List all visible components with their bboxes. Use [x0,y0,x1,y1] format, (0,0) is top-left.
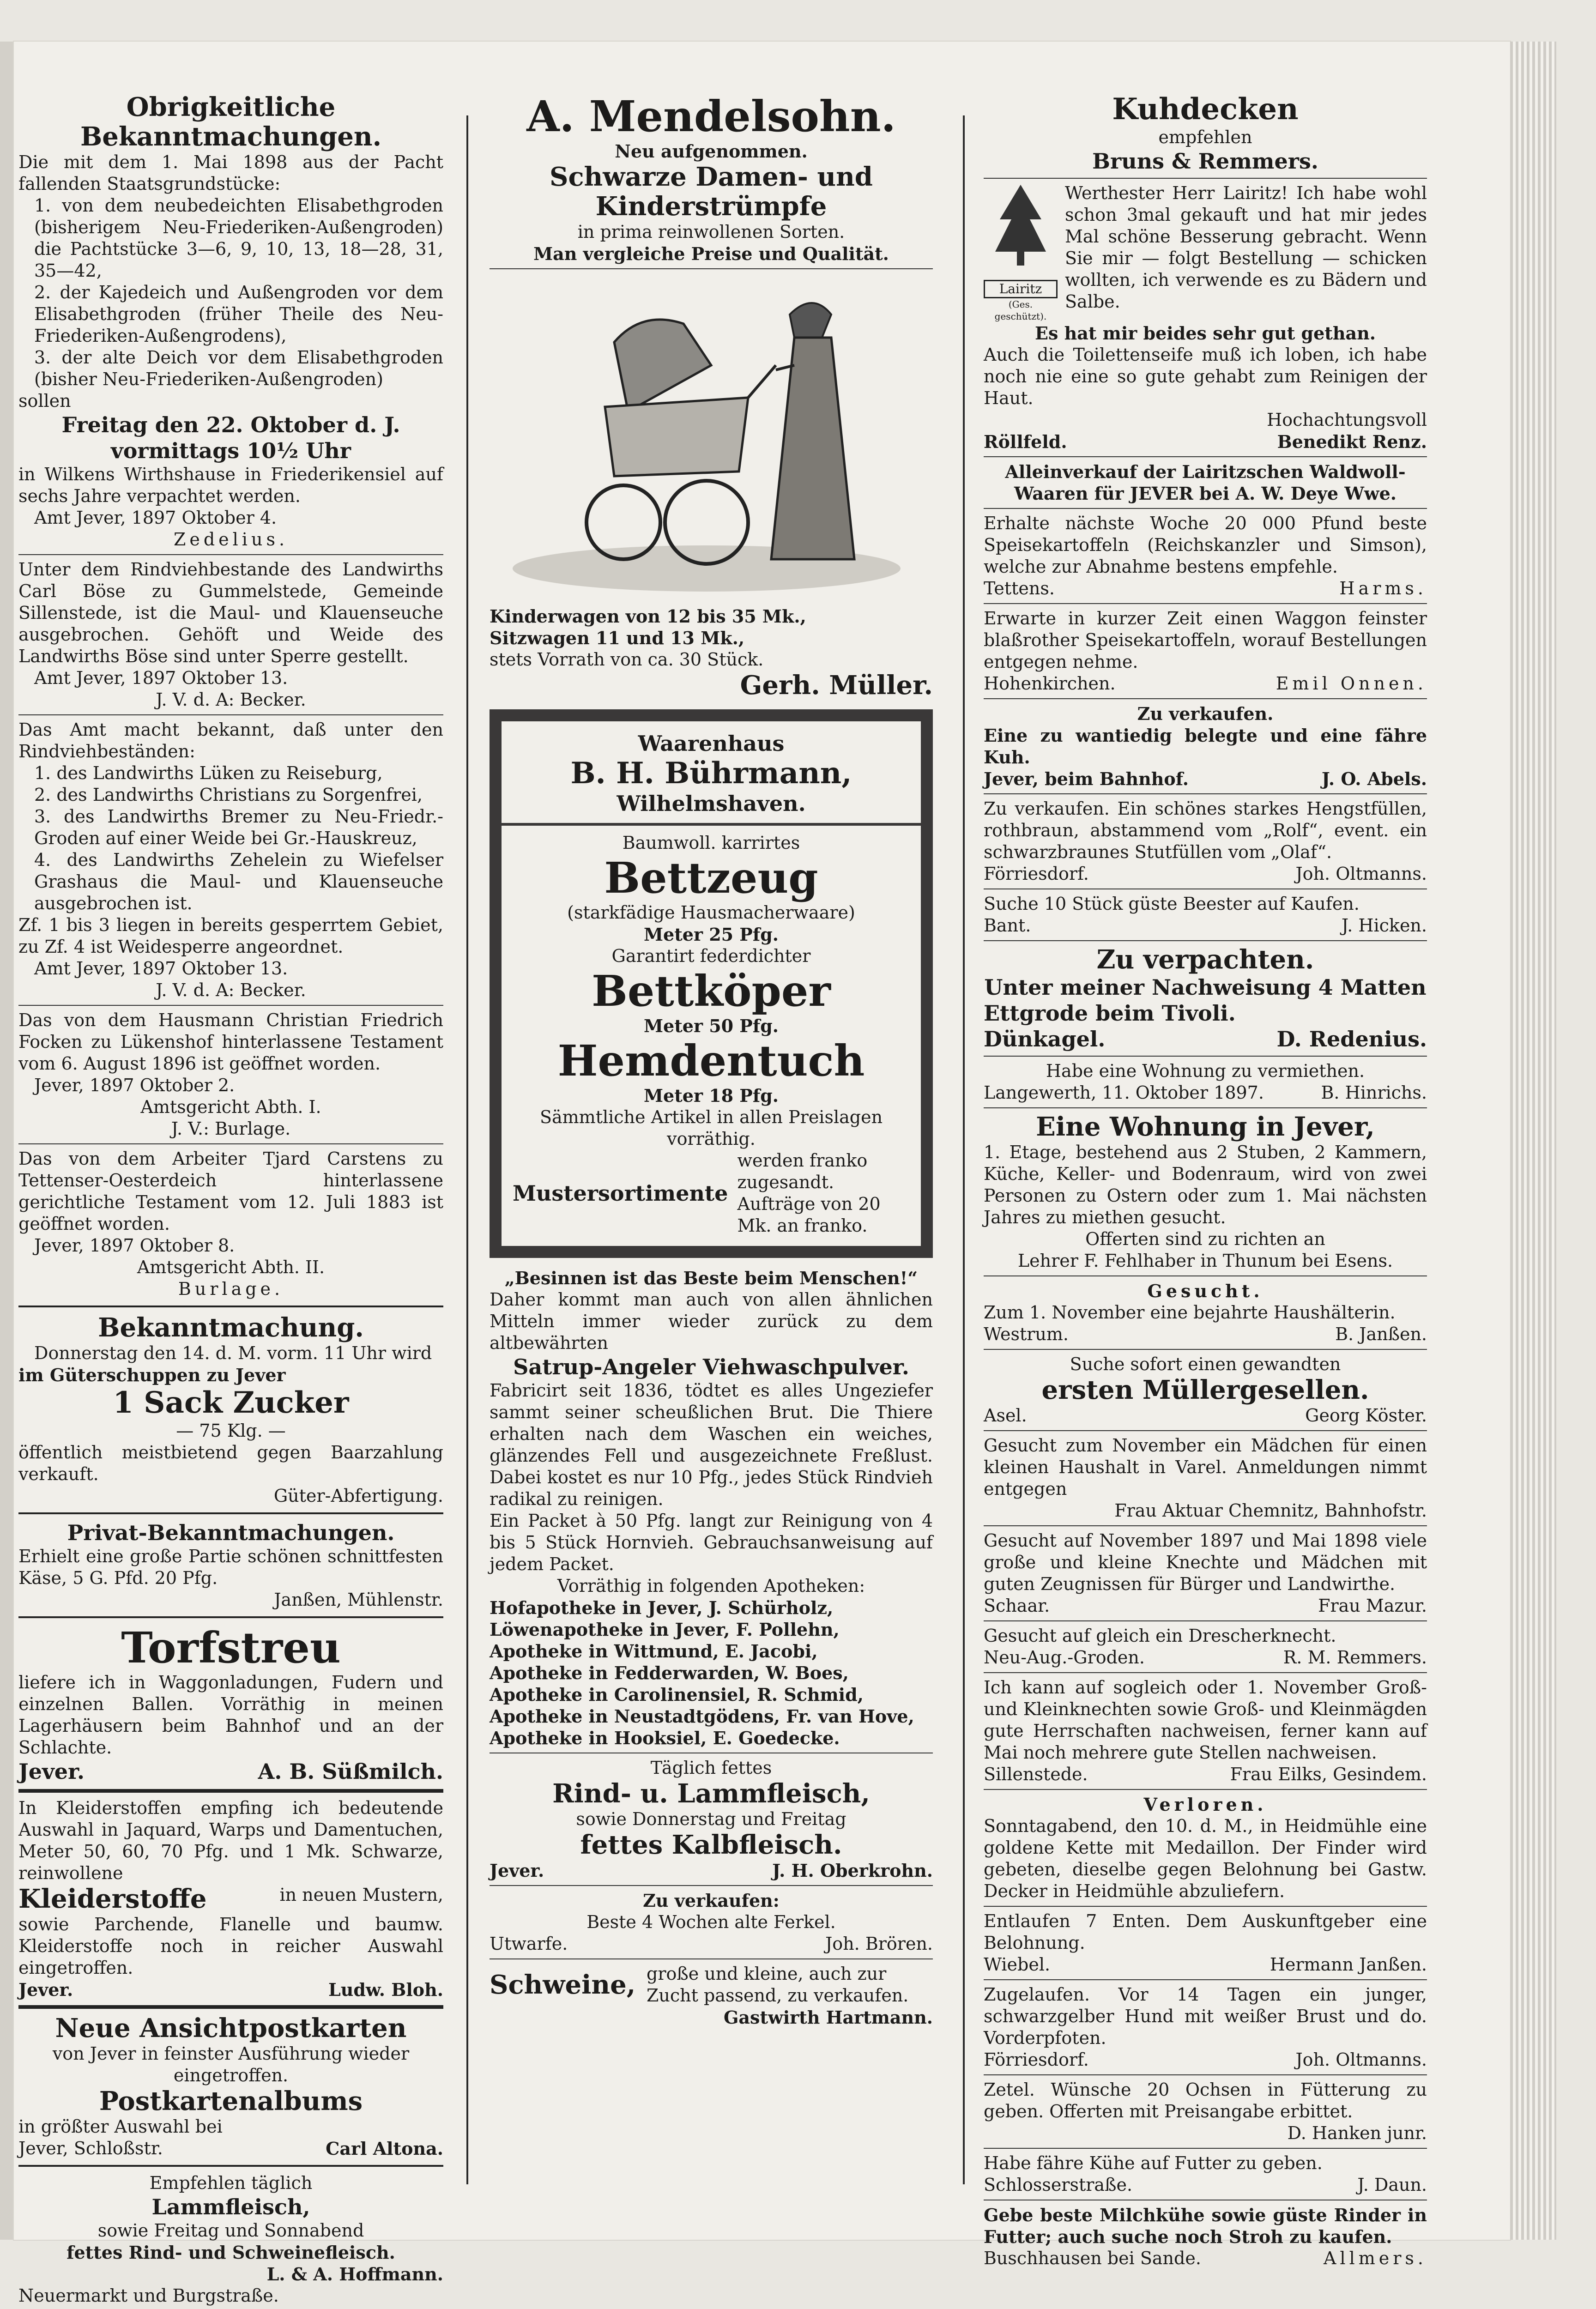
divider [984,508,1427,509]
divider [984,1525,1427,1526]
divider [984,940,1427,941]
satrup-text: Fabricirt seit 1836, tödtet es alles Ungeziefer sammt seiner scheußlichen Brut. Die Thiere erhalten nach dem Waschen ein weiches, glänzendes Fell und ausgezeichnete Freßlust. Dabei kostet es nur 10 Pfg., jedes Stück Rindvieh radikal zu reinigen. [490,1380,933,1509]
lairitz-sign-row [984,431,1427,453]
disease-signature: J. V. d. A: Becker. [156,689,306,710]
piglet-sign-row [490,1933,933,1955]
pharmacy: Apotheke in Neustadtgödens, Fr. van Hove, [490,1706,914,1727]
thresh-text: Gesucht auf gleich ein Drescherknecht. [984,1626,1336,1646]
divider [490,268,933,269]
torf-heading: Torfstreu [121,1623,341,1673]
lease-item: 1. von dem neubedeichten Elisabethgroden (bisherigem Neu-Friederiken-Außengroden) die Pachtstücke 3—6, 9, 10, 13, 18—28, 31, 35—42, [34,195,443,281]
servants-text: Ich kann auf sogleich oder 1. November Groß- und Kleinknechten sowie Groß- und Kleinmägden gute Herrschaften nachweisen, ferner kann auf Mai noch mehrere gute Stellen nachweisen. [984,1677,1427,1763]
album-signature: Carl Altona. [326,2138,443,2159]
butcher-days: sowie Donnerstag und Freitag [576,1809,846,1829]
flat2-signature: Lehrer F. Fehlhaber in Thunum bei Esens. [1017,1251,1393,1271]
private-heading: Privat-Bekanntmachungen. [67,1520,395,1545]
lease-line1: Unter meiner Nachweisung 4 Matten [984,975,1427,1000]
lease-place: Dünkagel. [984,1027,1106,1052]
divider [18,554,443,555]
sheep-text: Suche 10 Stück güste Beester auf Kaufen. [984,894,1360,914]
pram-line1: Kinderwagen von 12 bis 35 Mk., [490,606,806,627]
wh-item1-pre: Baumwoll. karrirtes [622,833,800,853]
meat-signature: L. & A. Hoffmann. [266,2264,443,2285]
thresh-sign-row [984,1647,1427,1668]
amt-item: 1. des Landwirths Lüken zu Reiseburg, [34,763,383,783]
divider [490,1885,933,1886]
divider [18,1616,443,1618]
kleid-rest: sowie Parchende, Flanelle und baumw. Kleiderstoffe noch in reicher Auswahl eingetroffen. [18,1914,443,1978]
gesucht-place: Westrum. [984,1324,1069,1344]
postcard-heading: Neue Ansichtpostkarten [55,2013,407,2043]
lairitz-soap: Auch die Toilettenseife muß ich loben, ich habe noch nie eine so gute gehabt zum Reinigen der Haut. [984,345,1427,408]
column-rule-2 [963,115,965,2184]
will1-text: Das von dem Hausmann Christian Friedrich Focken zu Lükenshof hinterlassene Testament vom 6. August 1896 ist geöffnet worden. [18,1010,443,1074]
kleid-sign-row [18,1979,443,2001]
gesucht-signature: B. Janßen. [1335,1324,1427,1344]
butcher-heading: Rind- u. Lammfleisch, [552,1778,870,1809]
divider [984,1107,1427,1108]
maid-text: Gesucht zum November ein Mädchen für einen kleinen Haushalt in Varel. Anmeldungen nimmt entgegen [984,1435,1427,1499]
cow-head: Zu verkaufen. [1137,703,1274,724]
butcher-intro: Täglich fettes [650,1758,772,1778]
fir-tree-icon [993,182,1048,275]
miller-intro: Suche sofort einen gewandten [1070,1354,1341,1374]
duck-place: Wiebel. [984,1954,1051,1975]
servants-signature: Frau Eilks, Gesindem. [1230,1764,1427,1784]
feed-sign-row [984,2174,1427,2196]
lease-intro: Die mit dem 1. Mai 1898 aus der Pacht fallenden Staatsgrundstücke: [18,152,443,194]
sheep-signature: J. Hicken. [1341,915,1427,936]
potato-sign-row [984,578,1427,599]
wh-item1-desc: (starkfädige Hausmacherwaare) [567,902,855,923]
divider [984,1056,1427,1057]
farm-place: Schaar. [984,1596,1050,1616]
lairitz-alone: Alleinverkauf der Lairitzschen Waldwoll-Waaren für JEVER bei A. W. Deye Wwe. [1005,461,1406,504]
potato-signature: Harms. [1339,578,1427,598]
mendelsohn-sub: Neu aufgenommen. [615,141,808,162]
lease-time: vormittags 10½ Uhr [111,438,351,463]
pig-row [490,1963,933,2007]
wh-name: B. H. Bührmann, [570,756,852,791]
feed-place: Schlosserstraße. [984,2175,1133,2195]
mendelsohn-compare: Man vergleiche Preise und Qualität. [533,243,889,264]
divider [984,1789,1427,1790]
kleid-heading-row [18,1884,443,1914]
amt-intro: Das Amt macht bekannt, daß unter den Rindviehbeständen: [18,719,443,762]
butcher-place: Jever. [490,1860,544,1881]
wh-muster-text: werden franko zugesandt. Aufträge von 20 Mk. an franko. [737,1150,881,1236]
flat2-heading: Eine Wohnung in Jever, [1036,1112,1375,1142]
gesucht-head: Gesucht. [1147,1281,1264,1301]
lairitz-label: Lairitz [984,280,1058,298]
farm-signature: Frau Mazur. [1318,1596,1427,1616]
wh-all: Sämmtliche Artikel in allen Preislagen vorräthig. [539,1107,883,1149]
butcher-signature: J. H. Oberkrohn. [772,1860,933,1881]
divider [984,456,1427,457]
kleid-signature: Ludw. Bloh. [328,1979,443,2000]
amt-date: Amt Jever, 1897 Oktober 13. [34,958,288,979]
kleid-intro: In Kleiderstoffen empfing ich bedeutende Auswahl in Jaquard, Warps und Damentuchen, Meter 50, 60, 70 Pfg. und 1 Mk. Schwarze, reinwollene [18,1798,443,1883]
butcher-calf: fettes Kalbfleisch. [580,1830,842,1860]
meat-fat: fettes Rind- und Schweinefleisch. [66,2242,395,2263]
dog-sign-row [984,2049,1427,2071]
wh-muster-row [513,1150,910,1237]
column-1 [18,92,443,2309]
miller-heading: ersten Müllergesellen. [1041,1375,1369,1405]
will2-date: Jever, 1897 Oktober 8. [34,1235,235,1256]
pig-signature: Gastwirth Hartmann. [723,2007,933,2028]
divider [502,823,921,826]
divider [18,2165,443,2167]
wh-city: Wilhelmshaven. [617,791,806,816]
lairitz-greet: Hochachtungsvoll [1267,410,1427,430]
woman-with-pram-image [490,273,933,605]
meat-days: sowie Freitag und Sonnabend [97,2220,364,2241]
dog-place: Förriesdorf. [984,2049,1089,2070]
will2-text: Das von dem Arbeiter Tjard Carstens zu Tettenser-Oesterdeich hinterlassene gerichtliche Testament vom 12. Juli 1883 ist geöffnet worden. [18,1148,443,1234]
milk-signature: Allmers. [1323,2248,1427,2268]
mendelsohn-item: Schwarze Damen- und Kinderstrümpfe [550,162,873,222]
sheep-place: Bant. [984,915,1031,936]
pig-heading: Schweine, [490,1970,636,2000]
page-stack-edge [1510,42,1556,2240]
amt-item: 4. des Landwirths Zehelein zu Wiefelser Grashaus die Maul- und Klauenseuche ausgebrochen ist. [34,850,443,913]
cheese-text: Erhielt eine große Partie schönen schnittfesten Käse, 5 G. Pfd. 20 Pfg. [18,1546,443,1588]
cheese-signature: Janßen, Mühlenstr. [274,1590,443,1610]
lease-line2: Ettgrode beim Tivoli. [984,1001,1236,1026]
album-sign-row [18,2138,443,2159]
divider [984,1979,1427,1980]
pharmacy: Apotheke in Carolinensiel, R. Schmid, [490,1684,864,1705]
waarenhaus-ad [490,709,933,1258]
milk-sign-row [984,2248,1427,2269]
satrup-quote: „Besinnen ist das Beste beim Menschen!“ [504,1268,918,1288]
lairitz-small: (Ges. geschützt). [994,299,1047,322]
bekanntmachung-heading: Bekanntmachung. [98,1312,364,1343]
miller-signature: Georg Köster. [1305,1405,1427,1426]
kuh-sub: empfehlen [1158,127,1252,147]
lease-heading: Zu verpachten. [1096,944,1314,975]
will2-signature: Burlage. [178,1279,284,1299]
divider [984,2148,1427,2149]
pram-line3: stets Vorrath von ca. 30 Stück. [490,649,764,670]
amt-item: 2. des Landwirths Christians zu Sorgenfrei, [34,785,423,805]
amt-item: 3. des Landwirths Bremer zu Neu-Friedr.-Groden auf einer Weide bei Gr.-Hauskreuz, [34,806,443,848]
album-place: Jever, Schloßstr. [18,2138,163,2158]
torf-signature: A. B. Süßmilch. [258,1759,443,1784]
milk-text: Gebe beste Milchkühe sowie güste Rinder in Futter; auch suche noch Stroh zu kaufen. [984,2205,1427,2247]
pram-signature: Gerh. Müller. [740,670,933,701]
lease-place: in Wilkens Wirthshause in Friederikensiel auf sechs Jahre verpachtet werden. [18,464,443,506]
thresh-place: Neu-Aug.-Groden. [984,1647,1145,1668]
wh-item3-price: Meter 18 Pfg. [643,1085,779,1106]
pram-illustration [490,273,933,605]
farm-sign-row [984,1595,1427,1617]
divider [984,1275,1427,1276]
disease-text: Unter dem Rindviehbestande des Landwirths Carl Böse zu Gummelstede, Gemeinde Sillenstede, ist die Maul- und Klauenseuche ausgebrochen. Gehöft und Weide des Landwirths Böse sind unter Sperre gestellt. [18,559,443,666]
farm-text: Gesucht auf November 1897 und Mai 1898 viele große und kleine Knechte und Mädchen mit guten Zeugnissen für Bürger und Landwirthe. [984,1530,1427,1594]
lease-date: Freitag den 22. Oktober d. J. [61,412,400,437]
kleid-heading: Kleiderstoffe [18,1884,207,1914]
lease-item: 2. der Kajedeich und Außengroden vor dem Elisabethgroden (früher Theile des Neu-Friederiken-Außengrodens), [34,282,443,346]
divider [18,1143,443,1144]
flat1-text: Habe eine Wohnung zu vermiethen. [1046,1061,1365,1081]
lease-sollen: sollen [18,391,71,411]
duck-sign-row [984,1954,1427,1976]
oxen-text: Zetel. Wünsche 20 Ochsen in Fütterung zu geben. Offerten mit Preisangabe erbittet. [984,2079,1427,2122]
disease-amt: Amt Jever, 1897 Oktober 13. [34,668,288,688]
divider [984,178,1427,179]
lease-signature: Zedelius. [173,529,289,550]
binding-edge [0,42,14,2240]
flat1-sign-row [984,1082,1427,1104]
wagon-place: Hohenkirchen. [984,673,1116,694]
torf-sign-row [18,1759,443,1784]
oxen-signature: D. Hanken junr. [1287,2123,1427,2143]
gesucht-sign-row [984,1324,1427,1345]
amt-note: Zf. 1 bis 3 liegen in bereits gesperrtem Gebiet, zu Zf. 4 ist Weidesperre angeordnet. [18,915,443,957]
lairitz-letter: Werthester Herr Lairitz! Ich habe wohl schon 3mal gekauft und hat mir jedes Mal schöne Besserung gebracht. Wenn Sie mir — folgt Bestellung — schicken wollten, ich verwende es zu Bädern und Salbe. [1065,183,1427,312]
divider [984,1906,1427,1907]
postcard-text: von Jever in feinster Ausführung wieder eingetroffen. [52,2043,410,2085]
wagon-text: Erwarte in kurzer Zeit einen Waggon feinster blaßrother Speisekartoffeln, worauf Bestellungen entgegen nehme. [984,608,1427,672]
torf-place: Jever. [18,1759,85,1784]
kleid-side: in neuen Mustern, [279,1885,443,1905]
gesucht-text: Zum 1. November eine bejahrte Haushälterin. [984,1302,1396,1323]
lost-head: Verloren. [1143,1794,1267,1815]
duck-text: Entlaufen 7 Enten. Dem Auskunftgeber eine Belohnung. [984,1911,1427,1953]
satrup-avail: Vorräthig in folgenden Apotheken: [557,1576,865,1596]
wh-label: Waarenhaus [638,731,785,756]
divider [984,698,1427,699]
meat-lamb: Lammfleisch, [151,2194,310,2219]
lairitz-place: Röllfeld. [984,431,1067,452]
lease-item: 3. der alte Deich vor dem Elisabethgroden (bisher Neu-Friederiken-Außengroden) [34,347,443,389]
will1-signature: J. V.: Burlage. [171,1118,291,1139]
meat-intro: Empfehlen täglich [149,2173,313,2193]
maid-signature: Frau Aktuar Chemnitz, Bahnhofstr. [1114,1500,1427,1521]
feed-text: Habe fähre Kühe auf Futter zu geben. [984,2153,1323,2173]
wh-item1: Bettzeug [604,853,818,903]
sheep-sign-row [984,915,1427,937]
column-3 [984,92,1427,2269]
satrup-intro: Daher kommt man auch von allen ähnlichen Mitteln immer wieder zurück zu dem altbewährten [490,1289,933,1353]
bek-line2: im Güterschuppen zu Jever [18,1365,286,1385]
satrup-text2: Ein Packet à 50 Pfg. langt zur Reinigung von 4 bis 5 Stück Hornvieh. Gebrauchsanweisung auf jedem Packet. [490,1511,933,1574]
divider [18,1512,443,1514]
servants-place: Sillenstede. [984,1764,1088,1784]
flat1-place: Langewerth, 11. Oktober 1897. [984,1082,1264,1103]
bek-item: 1 Sack Zucker [113,1385,349,1420]
flat1-signature: B. Hinrichs. [1321,1082,1427,1103]
lairitz-signature: Benedikt Renz. [1277,431,1427,452]
wh-item2-price: Meter 50 Pfg. [643,1015,779,1036]
miller-sign-row [984,1405,1427,1427]
divider [18,1306,443,1307]
pharmacy: Apotheke in Fedderwarden, W. Boes, [490,1662,849,1683]
foal-place: Förriesdorf. [984,864,1089,884]
album-text: in größter Auswahl bei [18,2116,223,2137]
pharmacy: Apotheke in Hooksiel, E. Goedecke. [490,1728,840,1748]
divider [984,603,1427,604]
piglet-text: Beste 4 Wochen alte Ferkel. [586,1912,836,1932]
foal-text: Zu verkaufen. Ein schönes starkes Hengstfüllen, rothbraun, abstammend vom „Rolf“, event. ein schwarzbraunes Stutfüllen vom „Olaf“. [984,798,1427,862]
torf-text: liefere ich in Waggonladungen, Fudern und einzelnen Ballen. Vorräthig in meinen Lagerhäusern beim Bahnhof und an der Schlachte. [18,1672,443,1758]
thresh-signature: R. M. Remmers. [1283,1647,1427,1668]
divider [18,2005,443,2009]
divider [984,1430,1427,1431]
pharmacy: Apotheke in Wittmund, E. Jacobi, [490,1641,818,1662]
divider [18,714,443,715]
lairitz-logo [984,182,1058,322]
will2-court: Amtsgericht Abth. II. [137,1257,325,1277]
official-heading: Obrigkeitliche Bekanntmachungen. [80,92,382,152]
divider [18,1789,443,1793]
album-heading: Postkartenalbums [99,2086,363,2116]
lairitz-ad [984,182,1427,322]
divider [984,1672,1427,1673]
foal-signature: Joh. Oltmanns. [1295,864,1427,884]
kleid-place: Jever. [18,1979,73,2000]
butcher-sign-row [490,1860,933,1881]
cow-sign-row [984,768,1427,790]
dog-signature: Joh. Oltmanns. [1295,2049,1427,2070]
divider [984,793,1427,794]
cow-signature: J. O. Abels. [1321,768,1427,789]
divider [984,1620,1427,1621]
divider [984,1349,1427,1350]
bek-line1: Donnerstag den 14. d. M. vorm. 11 Uhr wird [34,1343,432,1363]
dog-text: Zugelaufen. Vor 14 Tagen ein junger, schwarzgelber Hund mit weißer Brust und do. Vorderpfoten. [984,1984,1427,2048]
duck-signature: Hermann Janßen. [1270,1954,1427,1975]
column-2 [490,92,933,2028]
satrup-heading: Satrup-Angeler Viehwaschpulver. [513,1354,909,1379]
divider [490,1958,933,1959]
pharmacy: Hofapotheke in Jever, J. Schürholz, [490,1597,834,1618]
potato-text: Erhalte nächste Woche 20 000 Pfund beste Speisekartoffeln (Reichskanzler und Simson), welche zur Abnahme bestens empfehle. [984,513,1427,577]
pram-line2: Sitzwagen 11 und 13 Mk., [490,628,745,648]
lease-amt: Amt Jever, 1897 Oktober 4. [34,508,277,528]
wagon-signature: Emil Onnen. [1276,673,1427,694]
flat2-text: 1. Etage, bestehend aus 2 Stuben, 2 Kammern, Küche, Keller- und Bodenraum, wird von zwei Personen zu Ostern oder zum 1. Mai nächsten Jahres zu miethen gesucht. [984,1142,1427,1227]
milk-place: Buschhausen bei Sande. [984,2248,1201,2268]
will1-date: Jever, 1897 Oktober 2. [34,1075,235,1095]
pig-text: große und kleine, auch zur Zucht passend, zu verkaufen. [647,1964,909,2006]
bek-line3: öffentlich meistbietend gegen Baarzahlung verkauft. [18,1442,443,1484]
mendelsohn-quality: in prima reinwollenen Sorten. [577,222,845,242]
potato-place: Tettens. [984,578,1055,598]
wagon-sign-row [984,673,1427,695]
lost-text: Sonntagabend, den 10. d. M., in Heidmühle eine goldene Kette mit Medaillon. Der Finder wird gebeten, dieselbe gegen Belohnung bei Gastw. Decker in Heidmühle abzuliefern. [984,1816,1427,1901]
meat-address: Neuermarkt und Burgstraße. [18,2285,279,2306]
wh-item2: Bettköper [592,966,831,1016]
miller-place: Asel. [984,1405,1027,1426]
wh-muster: Mustersortimente [513,1181,728,1206]
lease-signature: D. Redenius. [1276,1027,1427,1052]
pharmacy: Löwenapotheke in Jever, F. Pollehn, [490,1619,840,1640]
bek-signature: Güter-Abfertigung. [273,1486,443,1506]
lairitz-both: Es hat mir beides sehr gut gethan. [1035,323,1376,344]
wh-item2-pre: Garantirt federdichter [611,946,811,966]
wh-item1-price: Meter 25 Pfg. [643,924,779,945]
feed-signature: J. Daun. [1357,2175,1427,2195]
cow-place: Jever, beim Bahnhof. [984,768,1189,789]
mendelsohn-name: A. Mendelsohn. [526,91,896,141]
foal-sign-row [984,863,1427,885]
column-rule-1 [466,115,468,2184]
piglet-signature: Joh. Brören. [825,1934,933,1954]
piglet-place: Utwarfe. [490,1934,568,1954]
wh-item3: Hemdentuch [557,1036,865,1086]
divider [18,1005,443,1006]
cow-text: Eine zu wantiedig belegte und eine fähre Kuh. [984,725,1427,768]
flat2-offer: Offerten sind zu richten an [1085,1229,1325,1249]
bek-weight: — 75 Klg. — [176,1420,286,1441]
kuh-seller: Bruns & Remmers. [1092,149,1318,174]
divider [984,2074,1427,2075]
servants-sign-row [984,1764,1427,1785]
amt-signature: J. V. d. A: Becker. [156,980,306,1000]
will1-court: Amtsgericht Abth. I. [140,1097,321,1117]
kuh-heading: Kuhdecken [1112,92,1299,127]
piglet-head: Zu verkaufen: [643,1890,780,1911]
lease-sign-row [984,1026,1427,1052]
